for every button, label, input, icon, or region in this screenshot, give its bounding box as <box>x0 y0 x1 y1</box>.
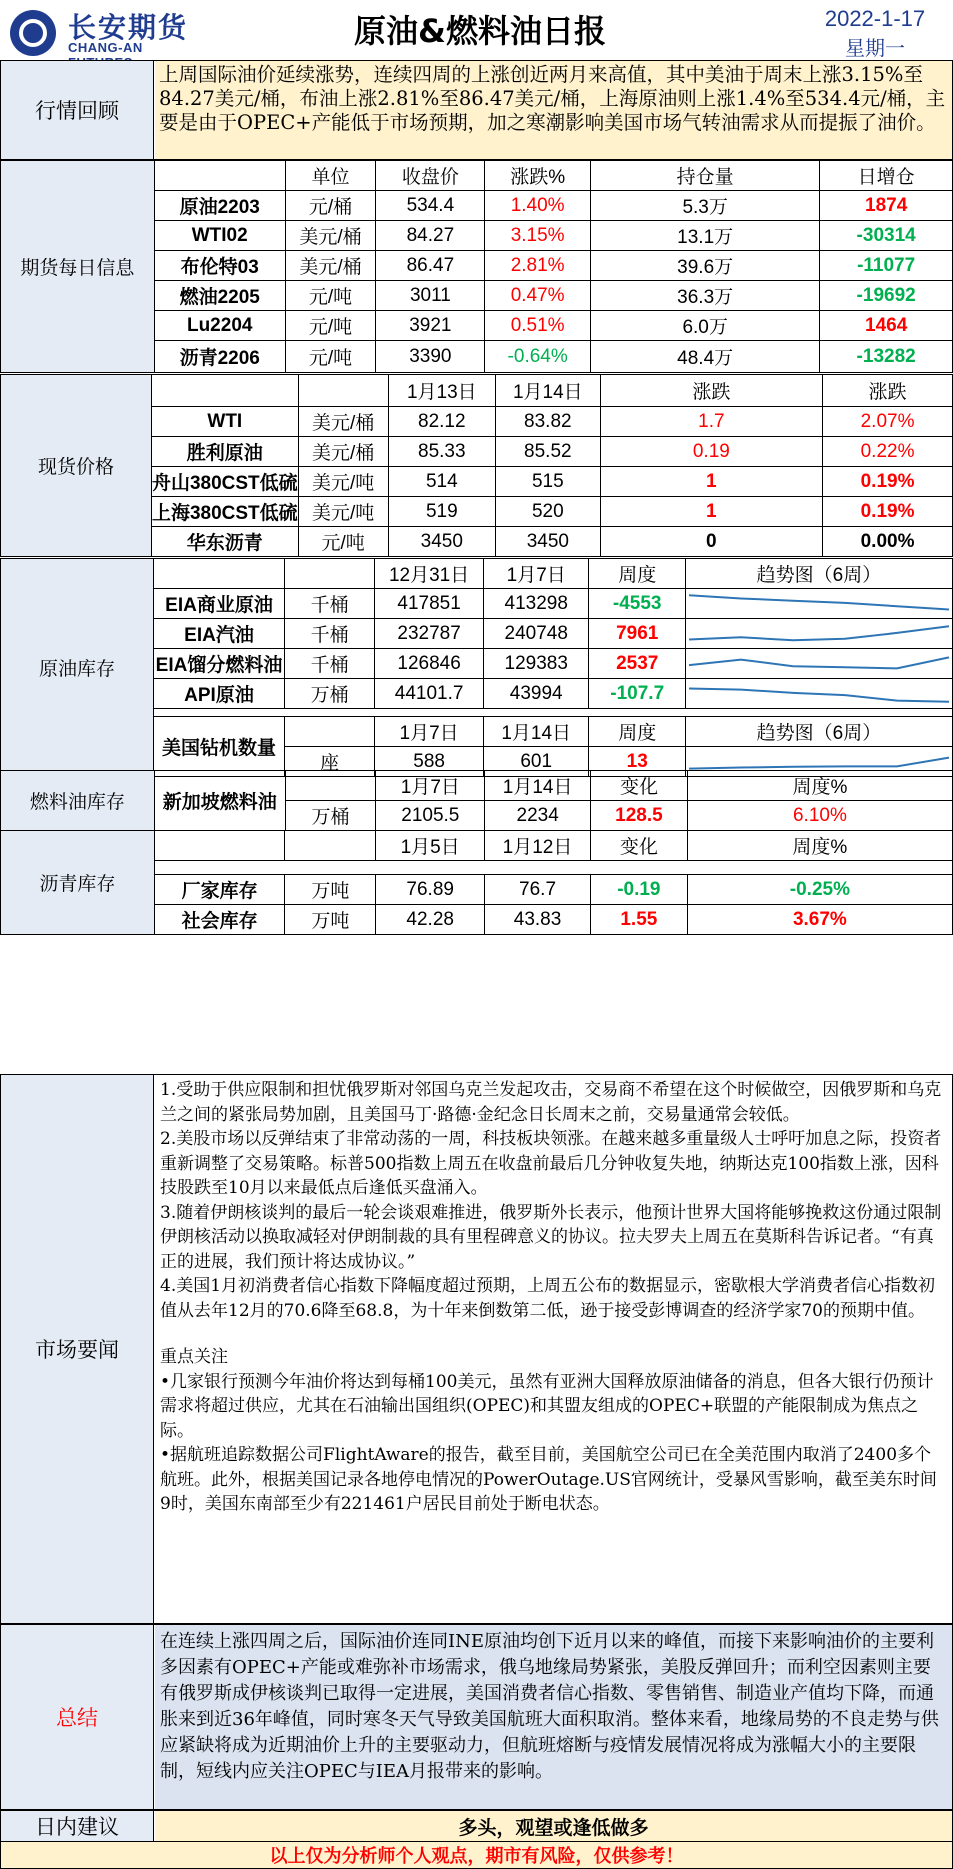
value-cell: 44101.7 <box>375 679 484 709</box>
trend-line <box>689 626 949 640</box>
price-cell: 85.33 <box>388 437 495 467</box>
open-interest-cell: 6.0万 <box>591 311 820 341</box>
trend-sparkline <box>685 679 952 709</box>
price-cell: 515 <box>496 467 601 497</box>
column-header: 1月5日 <box>376 831 485 861</box>
open-interest-cell: 5.3万 <box>591 191 820 221</box>
price-cell: 519 <box>388 497 495 527</box>
column-header: 变化 <box>590 831 687 861</box>
unit-cell: 万桶 <box>284 679 374 709</box>
column-header: 12月31日 <box>375 559 484 589</box>
summary-section <box>0 1624 953 1810</box>
focus-item: •几家银行预测今年油价将达到每桶100美元，虽然有亚洲大国释放原油储备的消息，但各大银行仍预计需求将超过供应，尤其在石油输出国组织(OPEC)和其盟友组成的OPEC+联盟的产能限制成为焦点之际。 <box>160 1371 934 1441</box>
column-header: 周度% <box>687 831 952 861</box>
value-cell: 413298 <box>483 589 589 619</box>
header-blank <box>284 559 374 589</box>
column-header: 1月14日 <box>483 717 589 747</box>
change-pct-cell: 2.81% <box>485 251 591 281</box>
change-pct-cell: 0.51% <box>485 311 591 341</box>
header-blank <box>154 831 285 861</box>
company-logo <box>4 4 204 56</box>
change-pct-cell: 0.00% <box>823 527 953 557</box>
change-pct-cell: 6.10% <box>687 801 952 831</box>
oi-change-cell: -13282 <box>820 341 953 373</box>
column-header: 收盘价 <box>376 161 485 191</box>
close-cell: 86.47 <box>376 251 485 281</box>
inventory-name: 厂家库存 <box>154 875 285 905</box>
section-label: 现货价格 <box>1 375 152 557</box>
open-interest-cell: 48.4万 <box>591 341 820 373</box>
news-item: 3.随着伊朗核谈判的最后一轮会谈艰难推进，俄罗斯外长表示，他预计世界大国将能够挽救这份通过限制伊朗核活动以换取减轻对伊朗制裁的具有里程碑意义的协议。拉夫罗夫上周五在莫斯科告诉记者。“有真正的进展，我们预计将达成协议。” <box>160 1202 942 1272</box>
close-cell: 3390 <box>376 341 485 373</box>
inventory-name: EIA商业原油 <box>154 589 285 619</box>
report-date: 2022-1-17 <box>824 6 926 31</box>
column-header: 单位 <box>285 161 376 191</box>
price-cell: 83.82 <box>496 407 601 437</box>
value-cell: 42.28 <box>376 905 485 935</box>
column-header: 日增仓 <box>820 161 953 191</box>
change-cell: 1.7 <box>600 407 822 437</box>
close-cell: 534.4 <box>376 191 485 221</box>
unit-cell: 美元/桶 <box>298 437 388 467</box>
column-header: 变化 <box>591 771 688 801</box>
unit-cell: 元/吨 <box>285 281 376 311</box>
unit-cell: 元/吨 <box>285 311 376 341</box>
change-pct-cell: 3.67% <box>687 905 952 935</box>
product-name: 华东沥青 <box>151 527 298 557</box>
price-cell: 82.12 <box>388 407 495 437</box>
unit-cell: 美元/吨 <box>298 467 388 497</box>
unit-cell: 美元/桶 <box>285 251 376 281</box>
contract-name: 沥青2206 <box>154 341 285 373</box>
asphalt-inventory-table <box>0 830 953 935</box>
weekly-change-cell: -107.7 <box>589 679 685 709</box>
logo-chinese-name: 长安期货 <box>68 11 189 44</box>
unit-cell: 美元/吨 <box>298 497 388 527</box>
unit-cell: 元/吨 <box>285 341 376 373</box>
header-blank <box>284 717 374 747</box>
value-cell: 129383 <box>483 649 589 679</box>
header-blank <box>285 771 376 801</box>
rig-count-name: 美国钻机数量 <box>154 717 285 777</box>
product-name: 胜利原油 <box>151 437 298 467</box>
header-blank <box>298 375 388 407</box>
section-label: 总结 <box>1 1625 154 1809</box>
market-review-section <box>0 60 953 160</box>
unit-cell: 元/吨 <box>298 527 388 557</box>
change-pct-cell: -0.25% <box>687 875 952 905</box>
weekly-change-cell: 7961 <box>589 619 685 649</box>
trend-line <box>689 657 949 668</box>
unit-cell: 元/桶 <box>285 191 376 221</box>
change-cell: 1.55 <box>590 905 687 935</box>
change-pct-cell: 3.15% <box>485 221 591 251</box>
column-header: 1月13日 <box>388 375 495 407</box>
weekly-change-cell: 2537 <box>589 649 685 679</box>
advice-text: 多头，观望或逢低做多 <box>155 1811 952 1841</box>
fuel-oil-inventory-table <box>0 770 953 831</box>
contract-name: WTI02 <box>154 221 285 251</box>
close-cell: 3011 <box>376 281 485 311</box>
price-cell: 85.52 <box>496 437 601 467</box>
unit-cell: 千桶 <box>284 589 374 619</box>
unit-cell: 美元/桶 <box>285 221 376 251</box>
value-cell: 417851 <box>375 589 484 619</box>
inventory-name: 社会库存 <box>154 905 285 935</box>
section-label: 沥青库存 <box>1 831 155 935</box>
unit-cell: 美元/桶 <box>298 407 388 437</box>
section-label: 日内建议 <box>1 1811 154 1841</box>
trend-line <box>689 757 949 768</box>
column-header: 持仓量 <box>591 161 820 191</box>
weekly-change-cell: -4553 <box>589 589 685 619</box>
column-header: 趋势图（6周） <box>685 559 952 589</box>
report-header <box>0 0 953 60</box>
report-title: 原油&燃料油日报 <box>354 12 606 50</box>
change-pct-cell: -0.64% <box>485 341 591 373</box>
spacer <box>160 1323 947 1345</box>
column-header: 周度 <box>589 559 685 589</box>
section-label: 期货每日信息 <box>1 161 155 373</box>
column-header: 1月7日 <box>483 559 589 589</box>
oi-change-cell: -30314 <box>820 221 953 251</box>
market-review-text: 上周国际油价延续涨势，连续四周的上涨创近两月来高值，其中美油于周末上涨3.15%至84.27美元/桶，布油上涨2.81%至86.47美元/桶，上海原油则上涨1.4%至534.4元/桶，主要是由于OPEC+产能低于市场预期，加之寒潮影响美国市场气转油需求从而提振了油价。 <box>155 61 952 159</box>
change-cell: 0.19 <box>600 437 822 467</box>
intraday-advice-section <box>0 1810 953 1842</box>
product-name: WTI <box>151 407 298 437</box>
column-header: 周度% <box>687 771 952 801</box>
value-cell: 240748 <box>483 619 589 649</box>
futures-table <box>0 160 953 373</box>
change-cell: 1 <box>600 497 822 527</box>
logo-emblem-icon <box>10 10 56 56</box>
section-label: 市场要闻 <box>1 1075 154 1623</box>
disclaimer-text: 以上仅为分析师个人观点，期市有风险，仅供参考！ <box>0 1842 953 1869</box>
news-item: 4.美国1月初消费者信心指数下降幅度超过预期，上周五公布的数据显示，密歇根大学消费者信心指数初值从去年12月的70.6降至68.8，为十年来倒数第二低，逊于接受彭博调查的经济学家70的预期中值。 <box>160 1276 936 1321</box>
contract-name: 燃油2205 <box>154 281 285 311</box>
oi-change-cell: -19692 <box>820 281 953 311</box>
trend-line <box>689 688 949 701</box>
focus-title: 重点关注 <box>160 1347 228 1367</box>
summary-text: 在连续上涨四周之后，国际油价连同INE原油均创下近月以来的峰值，而接下来影响油价的主要利多因素有OPEC+产能或难弥补市场需求，俄乌地缘局势紧张，美股反弹回升；而利空因素则主要有俄罗斯成伊核谈判已取得一定进展，美国消费者信心指数、零售销售、制造业产值均下降，而通胀来到近36年峰值，同时寒冬天气导致美国航班大面积取消。整体来看，地缘局势的不良走势与供应紧缺将成为近期油价上升的主要驱动力，但航班熔断与疫情发展情况将成为涨幅大小的主要限制，短线内应关注OPEC与IEA月报带来的影响。 <box>155 1625 952 1809</box>
value-cell: 601 <box>483 747 589 777</box>
market-news-section <box>0 1074 953 1624</box>
change-pct-cell: 0.19% <box>823 467 953 497</box>
section-label: 原油库存 <box>1 559 154 777</box>
inventory-name: EIA馏分燃料油 <box>154 649 285 679</box>
unit-cell: 座 <box>284 747 374 777</box>
open-interest-cell: 36.3万 <box>591 281 820 311</box>
news-item: 2.美股市场以反弹结束了非常动荡的一周，科技板块领涨。在越来越多重量级人士呼吁加息之际，投资者重新调整了交易策略。标普500指数上周五在收盘前最后几分钟收复失地，纳斯达克100指数上涨，因科技股跌至10月以来最低点后逢低买盘涌入。 <box>160 1129 942 1198</box>
section-label: 行情回顾 <box>1 61 154 159</box>
crude-inventory-table <box>0 558 953 777</box>
change-cell: 128.5 <box>591 801 688 831</box>
column-header: 1月12日 <box>485 831 591 861</box>
open-interest-cell: 13.1万 <box>591 221 820 251</box>
change-pct-cell: 1.40% <box>485 191 591 221</box>
column-header: 涨跌% <box>485 161 591 191</box>
column-header: 1月14日 <box>496 375 601 407</box>
close-cell: 3921 <box>376 311 485 341</box>
open-interest-cell: 39.6万 <box>591 251 820 281</box>
column-header: 1月14日 <box>485 771 591 801</box>
market-news-body <box>155 1075 952 1623</box>
spacer <box>154 861 952 875</box>
price-cell: 3450 <box>388 527 495 557</box>
unit-cell: 千桶 <box>284 619 374 649</box>
change-cell: -0.19 <box>590 875 687 905</box>
value-cell: 2105.5 <box>376 801 485 831</box>
unit-cell: 万吨 <box>285 905 376 935</box>
product-name: 舟山380CST低硫 <box>151 467 298 497</box>
value-cell: 43994 <box>483 679 589 709</box>
inventory-name: EIA汽油 <box>154 619 285 649</box>
unit-cell: 千桶 <box>284 649 374 679</box>
trend-sparkline <box>685 589 952 619</box>
change-pct-cell: 0.47% <box>485 281 591 311</box>
column-header: 周度 <box>589 717 685 747</box>
trend-sparkline <box>685 649 952 679</box>
oi-change-cell: 1874 <box>820 191 953 221</box>
spacer <box>154 709 953 717</box>
section-label: 燃料油库存 <box>1 771 155 831</box>
contract-name: Lu2204 <box>154 311 285 341</box>
header-blank <box>285 831 376 861</box>
column-header: 涨跌 <box>823 375 953 407</box>
value-cell: 126846 <box>375 649 484 679</box>
unit-cell: 万吨 <box>285 875 376 905</box>
value-cell: 232787 <box>375 619 484 649</box>
product-name: 上海380CST低硫 <box>151 497 298 527</box>
change-pct-cell: 2.07% <box>823 407 953 437</box>
change-pct-cell: 0.19% <box>823 497 953 527</box>
unit-cell: 万桶 <box>285 801 376 831</box>
column-header: 趋势图（6周） <box>685 717 952 747</box>
header-blank <box>151 375 298 407</box>
close-cell: 84.27 <box>376 221 485 251</box>
price-cell: 514 <box>388 467 495 497</box>
spot-price-table <box>0 374 953 557</box>
price-cell: 3450 <box>496 527 601 557</box>
contract-name: 原油2203 <box>154 191 285 221</box>
value-cell: 76.89 <box>376 875 485 905</box>
report-weekday: 星期一 <box>845 36 905 60</box>
oi-change-cell: -11077 <box>820 251 953 281</box>
news-item: 1.受助于供应限制和担忧俄罗斯对邻国乌克兰发起攻击，交易商不希望在这个时候做空，因俄罗斯和乌克兰之间的紧张局势加剧，且美国马丁·路德·金纪念日长周末之前，交易量通常会较低。 <box>160 1080 942 1125</box>
price-cell: 520 <box>496 497 601 527</box>
change-pct-cell: 0.22% <box>823 437 953 467</box>
value-cell: 2234 <box>485 801 591 831</box>
inventory-name: API原油 <box>154 679 285 709</box>
header-blank <box>154 161 285 191</box>
column-header: 涨跌 <box>600 375 822 407</box>
inventory-name: 新加坡燃料油 <box>154 771 285 831</box>
oi-change-cell: 1464 <box>820 311 953 341</box>
value-cell: 76.7 <box>485 875 591 905</box>
logo-english-name: CHANG-AN <box>68 40 143 55</box>
header-blank <box>154 559 285 589</box>
trend-sparkline <box>685 619 952 649</box>
trend-line <box>689 595 949 609</box>
column-header: 1月7日 <box>376 771 485 801</box>
contract-name: 布伦特03 <box>154 251 285 281</box>
value-cell: 588 <box>375 747 484 777</box>
value-cell: 43.83 <box>485 905 591 935</box>
change-cell: 1 <box>600 467 822 497</box>
change-cell: 0 <box>600 527 822 557</box>
column-header: 1月7日 <box>375 717 484 747</box>
weekly-change-cell: 13 <box>589 747 685 777</box>
focus-item: •据航班追踪数据公司FlightAware的报告，截至目前，美国航空公司已在全美范围内取消了2400多个航班。此外，根据美国记录各地停电情况的PowerOutage.US官网统计，受暴风雪影响，截至美东时间9时，美国东南部至少有221461户居民目前处于断电状态。 <box>160 1445 937 1514</box>
